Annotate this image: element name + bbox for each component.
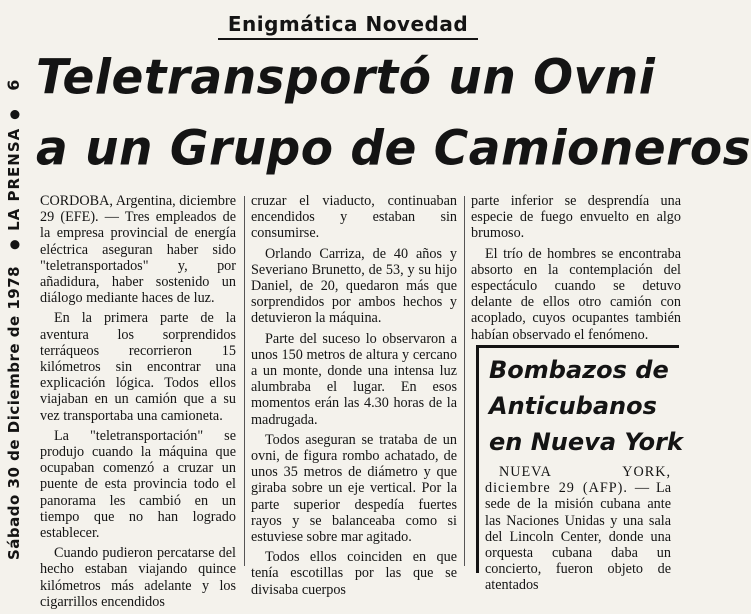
article-paragraph: Todos aseguran se trataba de un ovni, de figura rombo achatado, de unos 35 metros de diámetro y que giraba sobre un eje vertical. Por la parte superior despedía fuertes rayos y se balanceaba como si estuviese sobre mar agitado. [251, 431, 457, 546]
article-paragraph: Todos ellos coinciden en que tenía escotillas por las que se divisaba cuerpos [251, 549, 457, 598]
page-spine [0, 0, 30, 563]
column-divider [464, 196, 465, 566]
boxed-article-body [485, 464, 671, 594]
spine-page-number: 6 [4, 79, 23, 91]
article-paragraph: Orlando Carriza, de 40 años y Severiano Brunetto, de 53, y su hijo Daniel, de 20, quedaron más que sorprendidos por ambos hechos y detuvieron la máquina. [251, 245, 457, 327]
box-body-text: — La sede de la misión cubana ante las Naciones Unidas y una sala del Lincoln Center, donde una orquesta cubana daba un concierto, fueron objeto de atentados [485, 480, 671, 594]
article-paragraph: Parte del suceso lo observaron a unos 150 metros de altura y cercano a un monte, donde una intensa luz alumbraba el lugar. En esos momentos erán las 4.30 horas de la madrugada. [251, 330, 457, 428]
column-divider [244, 196, 245, 566]
article-paragraph: cruzar el viaducto, continuaban encendidos y estaban sin consumirse. [251, 193, 457, 242]
box-title-line: en Nueva York [489, 428, 683, 456]
article-column-3 [471, 193, 681, 343]
box-title-line: Anticubanos [489, 392, 657, 420]
spine-text [4, 4, 23, 560]
spine-separator-2: ● [6, 108, 21, 120]
article-column-2 [251, 193, 457, 602]
article-paragraph: CORDOBA, Argentina, diciembre 29 (EFE). — Tres empleados de la empresa provincial de energía eléctrica aseguran haber sido "teletransportados" y, por añadidura, haber sostenido un diálogo mediante haces de luz. [40, 193, 236, 307]
article-column-1 [40, 193, 236, 614]
article-paragraph: El trío de hombres se encontraba absorto en la contemplación del espectáculo cuando se detuvo delante de ellos otro camión con acoplado, cuyos ocupantes también habían observado el fenómeno. [471, 245, 681, 343]
spine-newspaper-name: LA PRENSA [4, 127, 23, 231]
article-paragraph: En la primera parte de la aventura los sorprendidos terráqueos recorrieron 15 kilómetros sin encontrar una explicación lógica. Todos ellos viajaban en un camión que a su vez transportaba una camioneta. [40, 310, 236, 424]
boxed-article [476, 345, 683, 594]
headline-line-1: Teletransportó un Ovni [36, 49, 656, 106]
box-title-line: Bombazos de [489, 356, 669, 384]
article-paragraph: parte inferior se desprendía una especie de fuego envuelto en algo brumoso. [471, 193, 681, 242]
box-dateline: NUEVA YORK, diciembre 29 (AFP). [485, 464, 671, 497]
kicker-heading: Enigmática Novedad [218, 12, 478, 40]
boxed-article-title [489, 352, 683, 460]
spine-date: Sábado 30 de Diciembre de 1978 [4, 265, 23, 560]
headline-line-2: a un Grupo de Camioneros [36, 120, 751, 177]
spine-separator: ● [6, 238, 21, 250]
article-paragraph: Cuando pudieron percatarse del hecho estaban viajando quince kilómetros más adelante y los cigarrillos encendidos [40, 545, 236, 610]
article-paragraph: La "teletransportación" se produjo cuando la máquina que ocupaban comenzó a cruzar un puente de esta provincia todo el panorama les cambió en un tiempo que no han logrado establecer. [40, 427, 236, 542]
